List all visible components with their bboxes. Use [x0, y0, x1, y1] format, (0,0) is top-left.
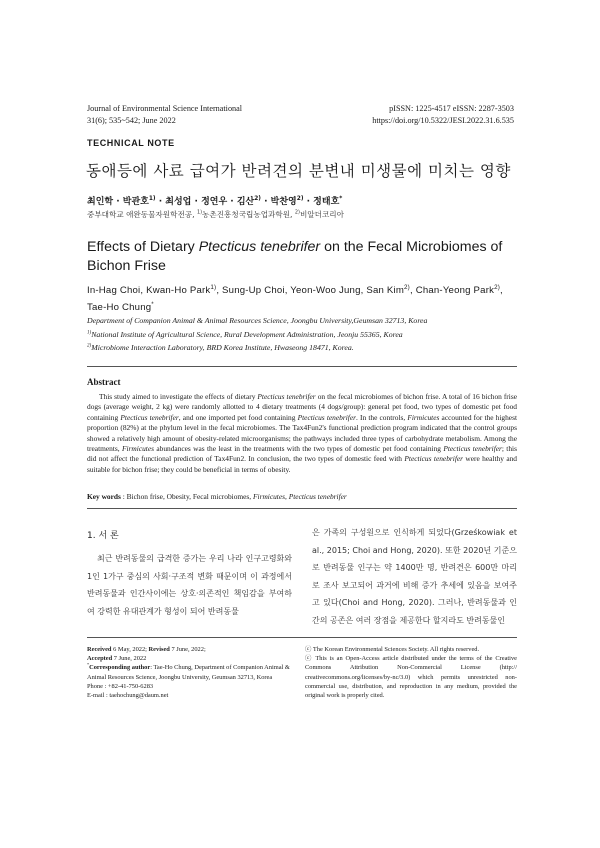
abstract-bottom-divider	[87, 508, 517, 509]
intro-paragraph-right: 은 가족의 구성원으로 인식하게 되었다(Grześkowiak et al., 2015; Choi and Hong, 2020). 또한 2020년 기준으로 반려동물 인구는 약 1400만 명, 반려견은 600만 마리로 조사 보고되어 과거에 비해 증가 추세에 있음을 보여주고 있다(Choi and Hong, 2020). 그러나, 반려동물과 인간의 공존은 여러 장점을 제공한다 할지라도 반려동물인	[312, 528, 517, 625]
copyright-notice: ⓒ The Korean Environmental Sciences Society. All rights reserved.	[305, 646, 480, 653]
footnote-dates-author	[87, 645, 292, 700]
affiliations-english	[87, 314, 527, 355]
affiliation-2: $^{1)}$National Institute of Agricultural Science, Rural Development Administration, Jeonju 55365, Korea	[87, 328, 403, 339]
corresponding-author: *Corresponding author: Tae-Ho Chung, Department of Companion Animal & Animal Resources Science, Joongbu University, Geumsan 32713, Korea	[87, 662, 290, 681]
abstract-heading: Abstract	[87, 377, 121, 387]
doi-link[interactable]: https://doi.org/10.5322/JESI.2022.31.6.535	[372, 116, 514, 125]
accepted-date: Accepted 7 June, 2022	[87, 655, 147, 663]
body-column-right	[312, 524, 517, 630]
issn: pISSN: 1225-4517 eISSN: 2287-3503	[389, 104, 514, 113]
footnote-divider	[87, 637, 517, 638]
abstract-text: This study aimed to investigate the effects of dietary Ptecticus tenebrifer on the fecal microbiomes of bichon frise. A total of 16 bichon frise dogs (average weight, 2 kg) were randomly allotted to 4 dietary treatments (4 dogs/group): general pet food, two types of domestic pet food containing Ptecticus tenebrifer, and one imported pet food containing Ptecticus tenebrifer. In the controls, Firmicutes accounted for the highest proportion (82%) at the phylum level in the fecal microbiomes. The Tax4Fun2's functional prediction program indicated that the control groups showed a relatively high amount of obesity-related microorganisms; the pathways included three types of carbohydrate metabolism. Among the treatments, Firmicutes abundances was the least in the treatments with the two types of domestic pet food containing Ptecticus tenebrifer; this did not affect the functional prediction of Tax4Fun2. In conclusion, the two types of domestic feed with Ptecticus tenebrifer were healthy and suitable for bichon frise; they could be beneficial in terms of obesity.	[87, 392, 518, 474]
affiliation-3: $^{2)}$Microbiome Interaction Laboratory, BRD Korea Institute, Hwaseong 18471, Korea.	[87, 342, 354, 352]
received-dates: Received 6 May, 2022; Revised 7 June, 2022;	[87, 646, 206, 653]
body-column-left	[87, 528, 292, 620]
footnote-license	[305, 645, 517, 700]
journal-name: Journal of Environmental Science International	[87, 104, 243, 113]
journal-header	[87, 103, 242, 127]
issn-header	[372, 103, 514, 127]
license-notice: ⓒ This is an Open-Access article distributed under the terms of the Creative Commons Attribution Non-Commercial License (http:// creativecommons.org/licenses/by-nc/3.0) which permits unrestricted non-commercial use, distribution, and reproduction in any medium, provided the original work is properly cited.	[305, 655, 517, 700]
article-type: TECHNICAL NOTE	[87, 138, 175, 148]
journal-issue: 31(6); 535~542; June 2022	[87, 116, 176, 125]
intro-paragraph-left: 최근 반려동물의 급격한 증가는 우리 나라 인구고령화와 1인 1가구 중심의 사회·구조적 변화 때문이며 이 과정에서 반려동물과 인간사이에는 상호·의존적인 책임감을 부여하여 강력한 유대관계가 형성이 되어 반려동물	[87, 554, 292, 616]
affiliations-korean: 중부대학교 애완동물자원학전공, $^{1)}$농촌진흥청국립농업과학원, $^{2)}$비알더코리아	[87, 209, 344, 219]
email-link[interactable]: E-mail : taehochung@daum.net	[87, 692, 169, 700]
authors-korean: 최인학 · 박관호$^{1)}$ · 최성업 · 정연우 · 김산$^{2)}$ · 박찬영$^{2)}$ · 정태호*	[87, 196, 343, 207]
title-english: Effects of Dietary Ptecticus tenebrifer on the Fecal Microbiomes of Bichon Frise	[87, 239, 503, 274]
authors-english: In-Hag Choi, Kwan-Ho Park$^{1)}$, Sung-Up Choi, Yeon-Woo Jung, San Kim$^{2)}$, Chan-Yeong Park$^{2)}$, Tae-Ho Chung*	[87, 283, 503, 313]
abstract-top-divider	[87, 366, 517, 367]
title-korean: 동애등에 사료 급여가 반려견의 분변내 미생물에 미치는 영향	[86, 162, 511, 180]
phone: Phone : +82-41-750-6283	[87, 682, 154, 690]
keywords: Key words : Bichon frise, Obesity, Fecal microbiomes, Firmicutes, Ptecticus tenebrifer	[87, 492, 347, 501]
affiliation-1: Department of Companion Animal & Animal Resources Science, Joongbu University,Geumsan 32713, Korea	[87, 316, 428, 325]
section-heading-intro: 1. 서 론	[87, 531, 119, 541]
